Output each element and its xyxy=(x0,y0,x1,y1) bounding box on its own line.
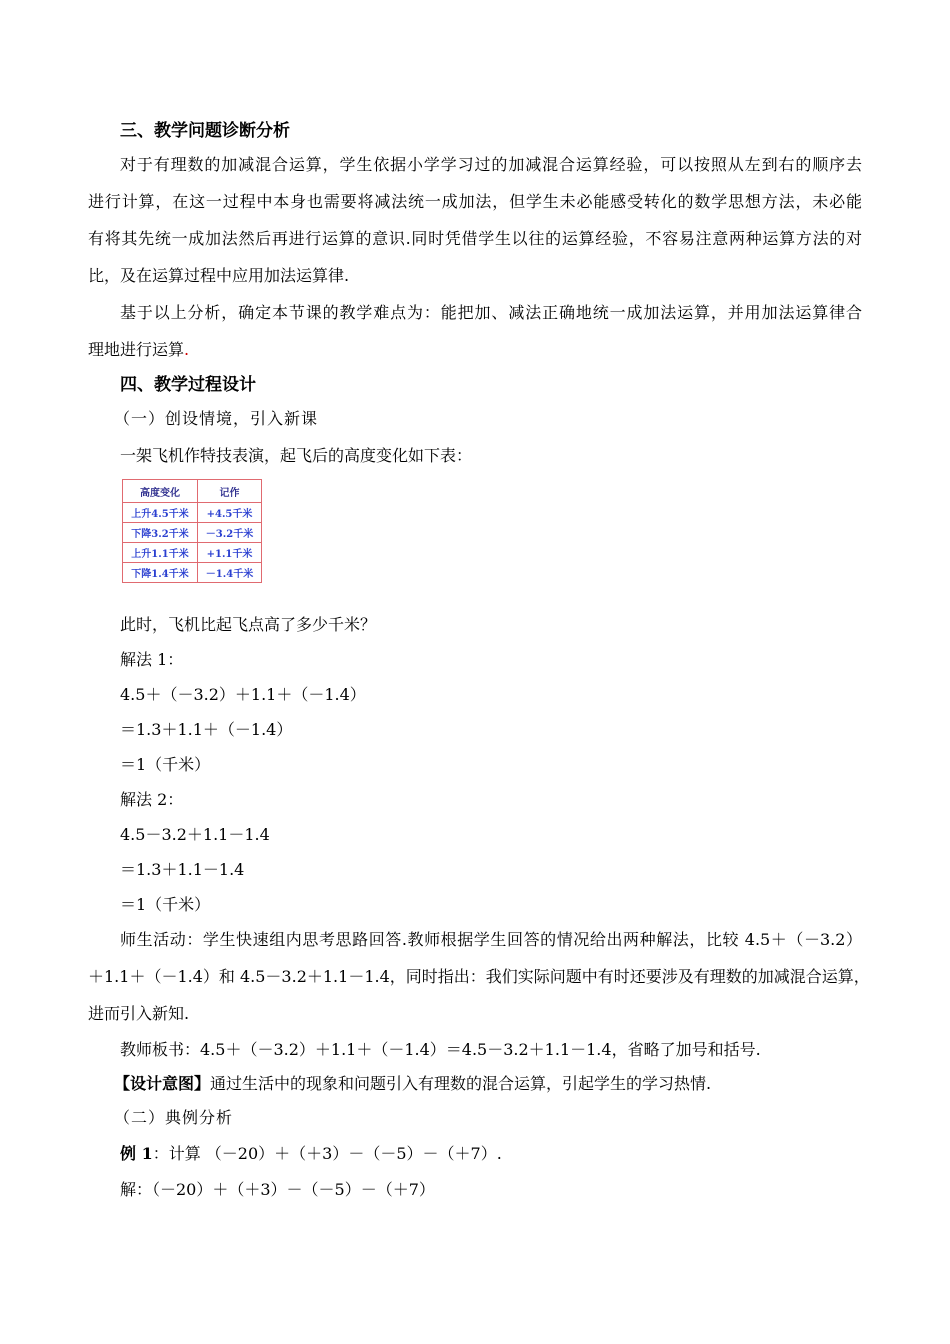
table-header-row xyxy=(123,480,262,503)
table-cell: －3.2千米 xyxy=(198,523,262,543)
paragraph-period: . xyxy=(184,340,190,359)
table-cell: 上升4.5千米 xyxy=(123,503,198,523)
solution-line: 解：（－20）＋（＋3）－（－5）－（＋7） xyxy=(120,1180,435,1199)
subsection-1-heading: （一）创设情境，引入新课 xyxy=(114,409,319,428)
equation-line: 4.5－3.2＋1.1－1.4 xyxy=(120,825,270,844)
table-cell: +1.1千米 xyxy=(198,543,262,563)
section-4-heading: 四、教学过程设计 xyxy=(120,375,256,395)
altitude-table xyxy=(122,479,262,583)
table-intro: 一架飞机作特技表演，起飞后的高度变化如下表： xyxy=(120,446,473,465)
method-2-label: 解法 2： xyxy=(120,790,184,809)
table-row xyxy=(123,563,262,583)
paragraph-text: 理地进行运算 xyxy=(88,340,185,359)
table-header-cell: 高度变化 xyxy=(123,480,198,503)
equation-line: ＝1（千米） xyxy=(120,895,211,914)
example-text: ：计算 （－20）＋（＋3）－（－5）－（＋7）. xyxy=(152,1144,502,1163)
table-cell: 下降1.4千米 xyxy=(123,563,198,583)
table-cell: +4.5千米 xyxy=(198,503,262,523)
table-row xyxy=(123,503,262,523)
equation-line: ＝1.3＋1.1＋（－1.4） xyxy=(120,720,293,739)
paragraph-line: 基于以上分析，确定本节课的教学难点为：能把加、减法正确地统一成加法运算，并用加法运算律合 xyxy=(120,303,862,322)
subsection-2-heading: （二）典例分析 xyxy=(114,1108,234,1127)
paragraph-line: 进行计算，在这一过程中本身也需要将减法统一成加法，但学生未必能感受转化的数学思想方法，未必能 xyxy=(88,192,862,211)
table-row xyxy=(123,523,262,543)
table-cell: 上升1.1千米 xyxy=(123,543,198,563)
question-text: 此时，飞机比起飞点高了多少千米？ xyxy=(120,615,377,634)
equation-line: 4.5＋（－3.2）＋1.1＋（－1.4） xyxy=(120,685,366,704)
design-intent xyxy=(114,1074,711,1094)
design-intent-label: 【设计意图】 xyxy=(114,1074,211,1093)
paragraph-line: 对于有理数的加减混合运算，学生依据小学学习过的加减混合运算经验，可以按照从左到右的顺序去 xyxy=(120,155,862,174)
paragraph-line-end xyxy=(88,340,189,360)
table-cell: －1.4千米 xyxy=(198,563,262,583)
example-1 xyxy=(120,1144,502,1164)
equation-line: ＝1（千米） xyxy=(120,755,211,774)
table-cell: 下降3.2千米 xyxy=(123,523,198,543)
paragraph-line: ＋1.1＋（－1.4）和 4.5－3.2＋1.1－1.4，同时指出：我们实际问题中有时还要涉及有理数的加减混合运算， xyxy=(88,967,870,986)
paragraph-line: 比，及在运算过程中应用加法运算律. xyxy=(88,266,350,285)
design-intent-text: 通过生活中的现象和问题引入有理数的混合运算，引起学生的学习热情. xyxy=(210,1074,712,1093)
teacher-board-text: 教师板书：4.5＋（－3.2）＋1.1＋（－1.4）＝4.5－3.2＋1.1－1.4，省略了加号和括号. xyxy=(120,1040,761,1059)
equation-line: ＝1.3＋1.1－1.4 xyxy=(120,860,245,879)
example-label: 例 1 xyxy=(120,1144,153,1163)
table-row xyxy=(123,543,262,563)
section-3-heading: 三、教学问题诊断分析 xyxy=(120,121,290,141)
method-1-label: 解法 1： xyxy=(120,650,184,669)
table-header-cell: 记作 xyxy=(198,480,262,503)
paragraph-line: 进而引入新知. xyxy=(88,1004,190,1023)
paragraph-line: 师生活动：学生快速组内思考思路回答.教师根据学生回答的情况给出两种解法，比较 4.5＋（－3.2） xyxy=(120,930,862,949)
paragraph-line: 有将其先统一成加法然后再进行运算的意识.同时凭借学生以往的运算经验，不容易注意两种运算方法的对 xyxy=(88,229,862,248)
